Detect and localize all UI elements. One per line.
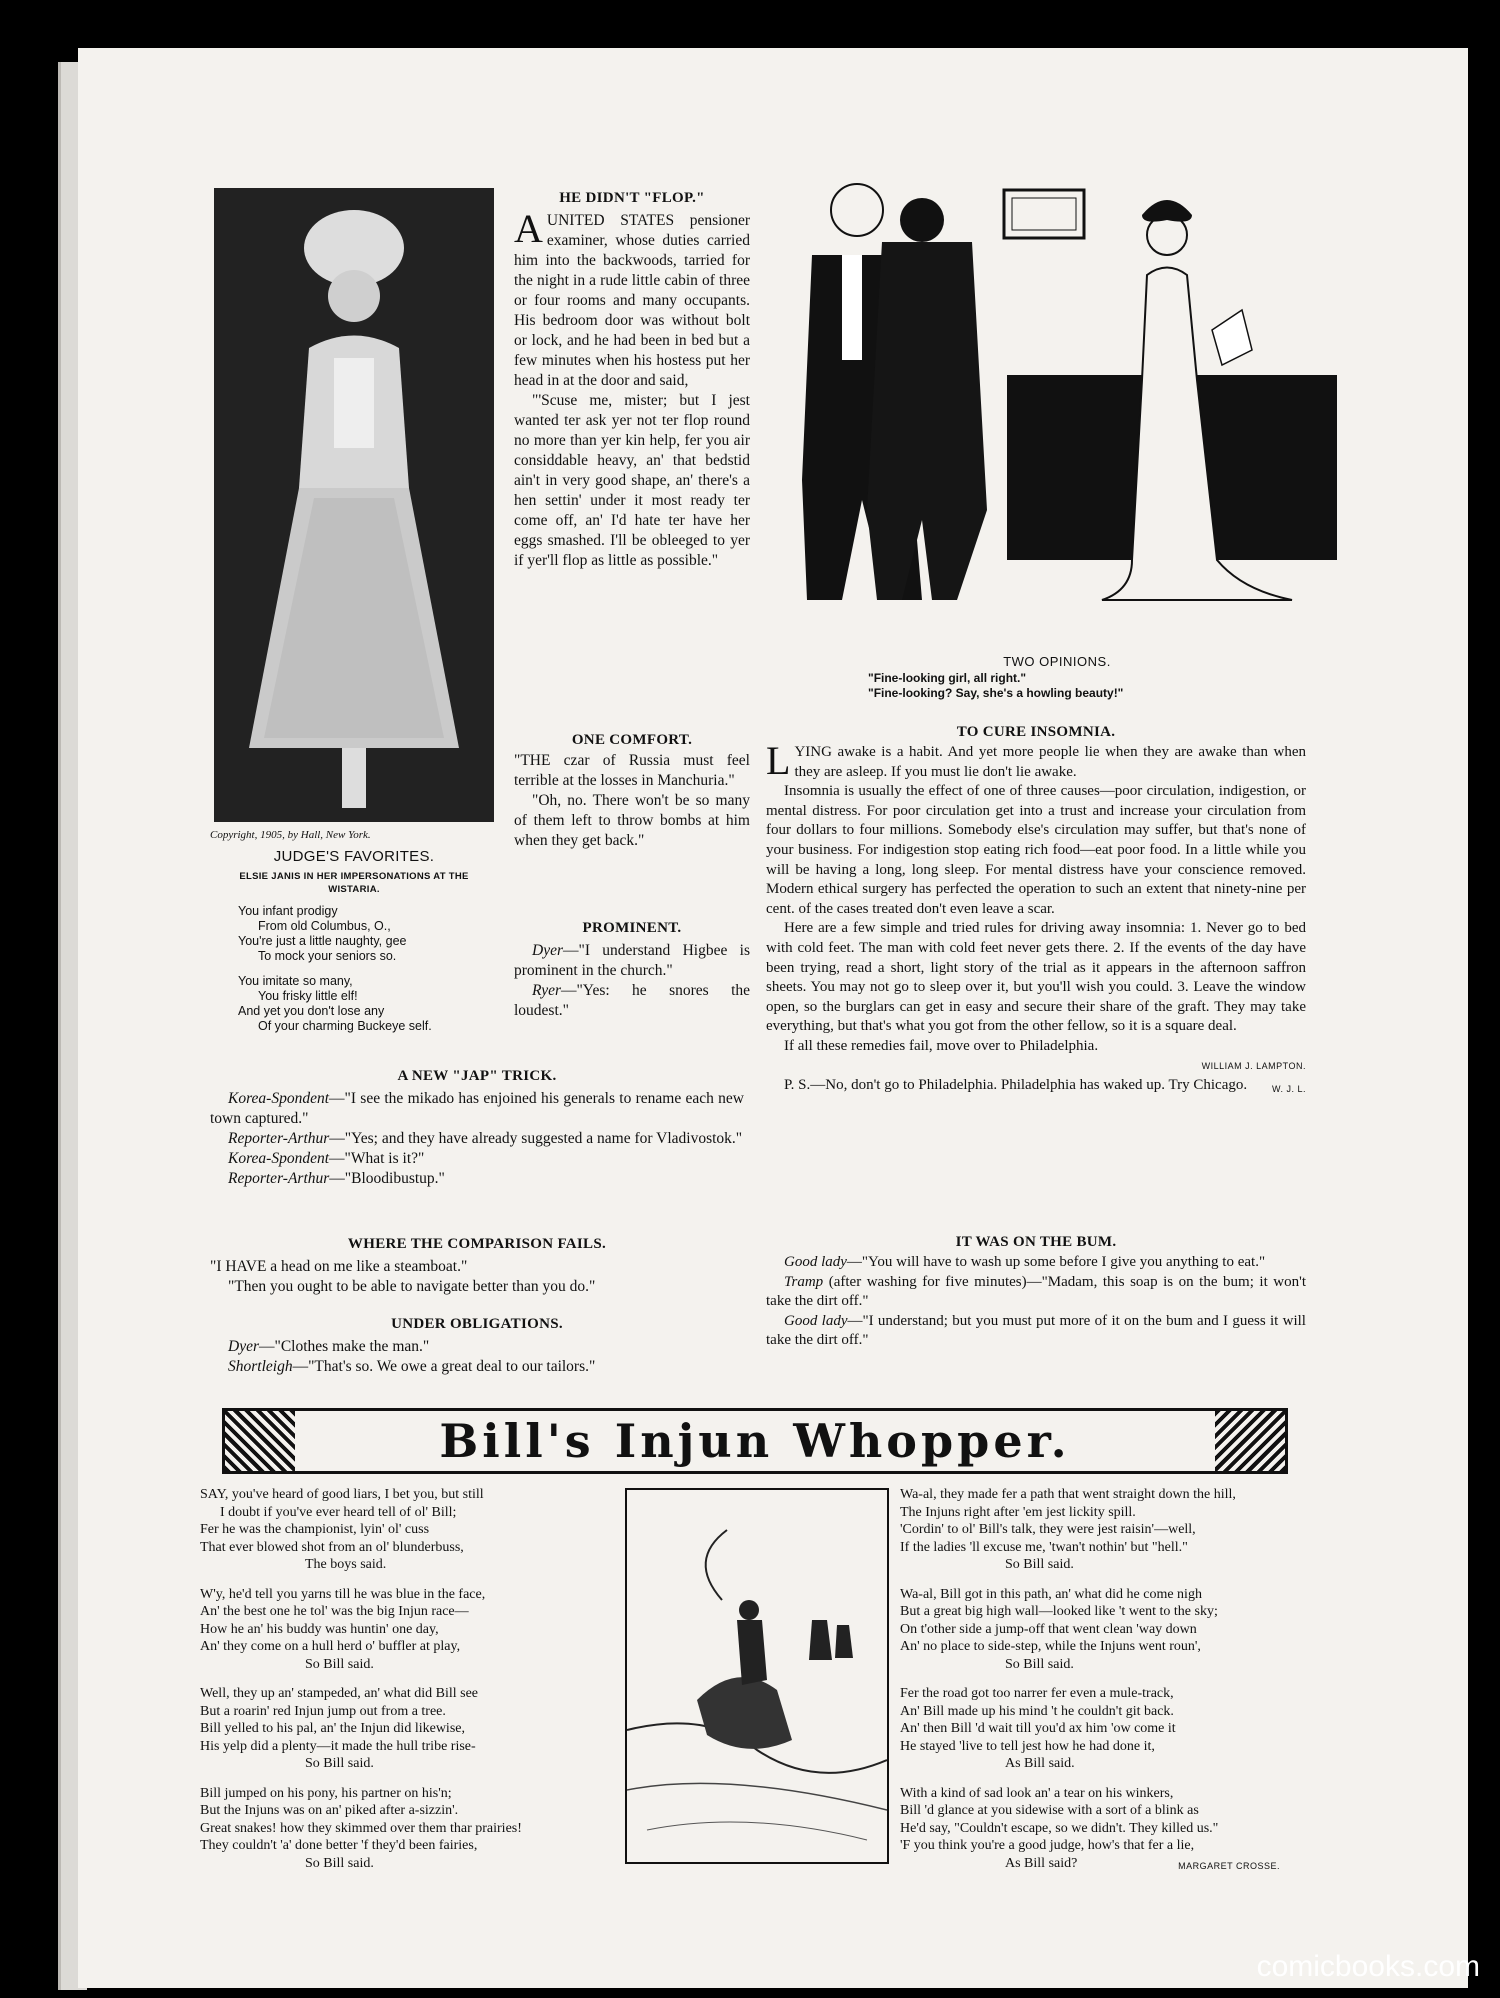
poem-line: Fer he was the championist, lyin' ol' cuss xyxy=(200,1522,430,1537)
drop-cap: L xyxy=(766,738,791,783)
article-title: TO CURE INSOMNIA. xyxy=(956,724,1116,740)
dialogue: —"I understand; but you must put more of it on the bum and I guess it will take the dirt off." xyxy=(766,1312,1306,1349)
article-body: Insomnia is usually the effect of one of three causes—poor circulation, indigestion, or mental distress. For poor circulation get into a trust and increase your circulation from four dollars to four millions. Somebody else's circulation may suffer, but that's none of your business. For indigestion stop eating rich food—eat poor food. In a little while you will be having a long, long sleep. For mental distress have your conscience removed. Modern ethical surgery has perfected the operation to such an extent that ninety-nine per cent. of the cases treated don't even leave a scar. xyxy=(766,783,1306,917)
speaker: Good lady xyxy=(784,1254,847,1270)
speaker: Good lady xyxy=(784,1312,848,1329)
cartoon-illustration xyxy=(772,180,1342,610)
author-signature: WILLIAM J. LAMPTON. xyxy=(1201,1060,1306,1071)
caption-line: "Fine-looking girl, all right." xyxy=(868,671,1027,685)
poem-line: But a great big high wall—looked like 't went to the sky; xyxy=(900,1604,1218,1619)
poem-right-column xyxy=(900,1486,1300,1872)
poem-line: Great snakes! how they skimmed over them thar prairies! xyxy=(200,1820,522,1836)
poem-line: But a roarin' red Injun jump out from a tree. xyxy=(200,1703,446,1719)
article-prominent xyxy=(514,920,750,1021)
chase-scene-drawing xyxy=(627,1490,887,1862)
poem-left-column xyxy=(200,1486,600,1872)
poem-line: W'y, he'd tell you yarns till he was blue in the face, xyxy=(200,1586,486,1602)
article-insomnia xyxy=(766,724,1306,1099)
poem-refrain: So Bill said. xyxy=(305,1656,374,1672)
poem-refrain: As Bill said. xyxy=(1005,1756,1075,1771)
poem-author: MARGARET CROSSE. xyxy=(1178,1860,1280,1871)
poem-line: I doubt if you've ever heard tell of ol' Bill; xyxy=(220,1504,457,1520)
postscript-signature: W. J. L. xyxy=(1271,1083,1306,1094)
photo-verse xyxy=(238,904,498,1034)
poem-line: An' then Bill 'd wait till you'd ax him 'ow come it xyxy=(900,1721,1176,1736)
poem-line: SAY, you've heard of good liars, I bet you, but still xyxy=(200,1487,484,1502)
dialogue: —"What is it?" xyxy=(329,1150,425,1167)
article-body: "Oh, no. There won't be so many of them left to throw bombs at him when they get back." xyxy=(514,792,750,849)
speaker: Shortleigh xyxy=(228,1358,293,1375)
article-title: IT WAS ON THE BUM. xyxy=(955,1234,1117,1250)
drop-cap: A xyxy=(514,206,543,251)
poem-line: An' Bill made up his mind 't he couldn't git back. xyxy=(900,1703,1174,1719)
poem-line: An' they come on a hull herd o' buffler at play, xyxy=(200,1639,461,1654)
poem-line: Wa-al, Bill got in this path, an' what did he come nigh xyxy=(900,1586,1202,1602)
article-title: PROMINENT. xyxy=(582,920,682,936)
poem-line: Bill jumped on his pony, his partner on his'n; xyxy=(200,1785,452,1801)
verse-line: You're just a little naughty, gee xyxy=(238,934,407,948)
article-title: HE DIDN'T "FLOP." xyxy=(559,190,705,206)
speaker: Dyer xyxy=(532,942,563,959)
article-title: ONE COMFORT. xyxy=(571,732,693,748)
poem-refrain: So Bill said. xyxy=(305,1855,374,1871)
photo-figure-illustration xyxy=(214,188,494,822)
verse-line: You infant prodigy xyxy=(238,904,338,918)
article-jap-trick xyxy=(210,1068,744,1189)
article-body: "THE czar of Russia must feel terrible at the losses in Manchuria." xyxy=(514,752,750,789)
dialogue: —"You will have to wash up some before I give you anything to eat." xyxy=(846,1254,1266,1270)
poem-line: 'F you think you're a good judge, how's that fer a lie, xyxy=(900,1838,1195,1853)
watermark: comicbooks.com xyxy=(1256,1950,1480,1983)
dialogue: "Then you ought to be able to navigate better than you do." xyxy=(228,1278,596,1295)
poem-line: But the Injuns was on an' piked after a-sizzin'. xyxy=(200,1803,459,1818)
photo-credit: Copyright, 1905, by Hall, New York. xyxy=(210,829,371,841)
article-body: "'Scuse me, mister; but I jest wanted ter ask yer not ter flop round no more than yer kin help, fer you air considdable heavy, an' that bedstid ain't in very good shape, an' there's a hen settin' under it most ready ter come off, an' I'd hate ter have her eggs smashed. I'll be obleeged to yer if yer'll flop as little as possible." xyxy=(514,392,750,569)
poem-line: Well, they up an' stampeded, an' what did Bill see xyxy=(200,1686,479,1701)
poem-line: The Injuns right after 'em jest lickity spill. xyxy=(900,1504,1136,1520)
speaker: Dyer xyxy=(228,1338,259,1355)
bill-chase-illustration xyxy=(625,1488,889,1864)
article-body: UNITED STATES pensioner examiner, whose duties carried him into the backwoods, tarried for the night in a rude little cabin of three or four rooms and many occupants. His bedroom door was without bolt or lock, and he had been in bed but a few minutes when his hostess put her head in at the door and said, xyxy=(514,212,750,389)
dialogue: —"Yes; and they have already suggested a name for Vladivostok." xyxy=(329,1130,743,1147)
poem-line: How he an' his buddy was huntin' one day, xyxy=(200,1621,439,1637)
poem-line: Wa-al, they made fer a path that went straight down the hill, xyxy=(900,1487,1236,1502)
poem-line: Bill 'd glance at you sidewise with a sort of a blink as xyxy=(900,1803,1199,1818)
speaker: Tramp xyxy=(784,1273,824,1290)
banner-ornament-right xyxy=(1215,1411,1285,1471)
article-body: Here are a few simple and tried rules for driving away insomnia: 1. Never go to bed with cold feet. The man with cold feet never gets there. 2. If the events of the day have been trying, read a short, light story of the trial as it appears in the afternoon saffron sheets. You may not go to sleep over it, but you'll wish you could. 3. Leave the window open, so the burglars can get in easy and secure their share of the graft. They may take everything, but that's what you got from the other fellow, so it is a square deal. xyxy=(766,920,1306,1035)
article-didnt-flop xyxy=(514,190,750,571)
caption-line: "Fine-looking? Say, she's a howling beauty!" xyxy=(868,686,1124,700)
poem-line: An' no place to side-step, while the Injuns went roun', xyxy=(900,1639,1201,1654)
poem-line: An' the best one he tol' was the big Injun race— xyxy=(200,1604,469,1619)
article-title: WHERE THE COMPARISON FAILS. xyxy=(347,1236,607,1252)
dialogue: —"Yes: he snores the loudest." xyxy=(514,982,750,1019)
poem-refrain: So Bill said. xyxy=(1005,1656,1074,1672)
article-body: If all these remedies fail, move over to Philadelphia. xyxy=(784,1037,1099,1054)
article-one-comfort xyxy=(514,732,750,851)
poem-line: On t'other side a jump-off that went clean 'way down xyxy=(900,1621,1197,1637)
poem-refrain: The boys said. xyxy=(305,1557,387,1572)
article-postscript: P. S.—No, don't go to Philadelphia. Philadelphia has waked up. Try Chicago. xyxy=(784,1077,1248,1094)
photo-subtitle: ELSIE JANIS IN HER IMPERSONATIONS AT THE WISTARIA. xyxy=(239,871,469,895)
dialogue: —"I understand Higbee is prominent in the church." xyxy=(514,942,750,979)
photo-title: JUDGE'S FAVORITES. xyxy=(273,848,435,865)
verse-line: You imitate so many, xyxy=(238,974,353,988)
poem-line: They couldn't 'a' done better 'f they'd been fairies, xyxy=(200,1838,478,1853)
banner-ornament-left xyxy=(225,1411,295,1471)
poem-line: Fer the road got too narrer fer even a mule-track, xyxy=(900,1686,1174,1701)
cartoon-two-opinions xyxy=(772,180,1342,610)
banner-bills-injun-whopper xyxy=(222,1408,1288,1474)
cartoon-caption xyxy=(868,671,1348,701)
poem-line: If the ladies 'll excuse me, 'twan't nothin' but "hell." xyxy=(900,1539,1188,1555)
speaker: Reporter-Arthur xyxy=(228,1130,330,1147)
article-body: YING awake is a habit. And yet more people lie when they are awake than when they are asleep. If you must lie don't lie awake. xyxy=(794,744,1306,780)
dialogue: "I HAVE a head on me like a steamboat." xyxy=(210,1258,468,1275)
article-on-the-bum xyxy=(766,1234,1306,1351)
article-obligations xyxy=(210,1316,744,1377)
poem-refrain: So Bill said. xyxy=(1005,1557,1074,1572)
poem-line: His yelp did a plenty—it made the hull tribe rise- xyxy=(200,1738,476,1754)
photo-elsie-janis xyxy=(214,188,494,822)
verse-line: To mock your seniors so. xyxy=(258,949,397,963)
poem-line: 'Cordin' to ol' Bill's talk, they were jest raisin'—well, xyxy=(900,1522,1196,1537)
poem-line: He stayed 'live to tell jest how he had done it, xyxy=(900,1738,1155,1754)
speaker: Korea-Spondent xyxy=(228,1150,330,1167)
dialogue: —"Bloodibustup." xyxy=(329,1170,445,1187)
verse-line: You frisky little elf! xyxy=(258,989,358,1003)
dialogue: —"I see the mikado has enjoined his generals to rename each new town captured." xyxy=(210,1090,744,1127)
dialogue: (after washing for five minutes)—"Madam, this soap is on the bum; it won't take the dirt off." xyxy=(766,1273,1306,1310)
speaker: Ryer xyxy=(532,982,561,999)
verse-line: From old Columbus, O., xyxy=(258,919,391,933)
dialogue: —"That's so. We owe a great deal to our tailors." xyxy=(292,1358,596,1375)
verse-line: And yet you don't lose any xyxy=(238,1004,385,1018)
poem-refrain: So Bill said. xyxy=(305,1756,374,1771)
poem-line: With a kind of sad look an' a tear on his winkers, xyxy=(900,1785,1174,1801)
banner-title: Bill's Injun Whopper. xyxy=(439,1414,1071,1468)
verse-line: Of your charming Buckeye self. xyxy=(258,1019,432,1033)
article-comparison xyxy=(210,1236,744,1297)
poem-refrain: As Bill said? xyxy=(1005,1855,1078,1871)
poem-line: He'd say, "Couldn't escape, so we didn't. They killed us." xyxy=(900,1820,1219,1836)
speaker: Reporter-Arthur xyxy=(228,1170,330,1187)
poem-line: That ever blowed shot from an ol' blunderbuss, xyxy=(200,1539,464,1555)
poem-line: Bill yelled to his pal, an' the Injun did likewise, xyxy=(200,1721,465,1736)
dialogue: —"Clothes make the man." xyxy=(259,1338,430,1355)
cartoon-title: TWO OPINIONS. xyxy=(1003,654,1111,669)
article-title: UNDER OBLIGATIONS. xyxy=(391,1316,563,1332)
article-title: A NEW "JAP" TRICK. xyxy=(397,1068,557,1084)
speaker: Korea-Spondent xyxy=(228,1090,330,1107)
